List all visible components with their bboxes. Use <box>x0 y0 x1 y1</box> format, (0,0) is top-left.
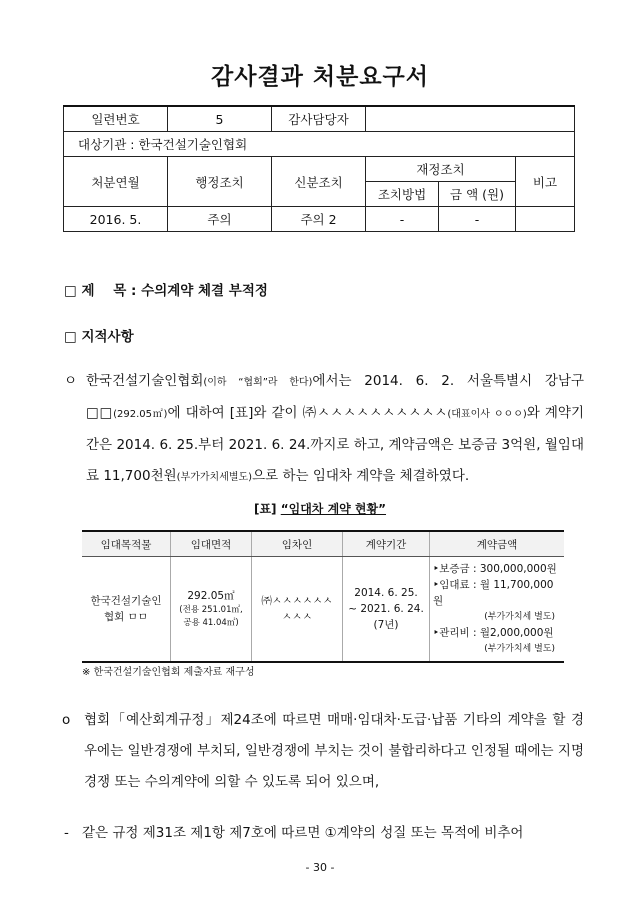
document-title: 감사결과 처분요구서 <box>211 64 429 90</box>
col-remark: 비고 <box>516 157 575 207</box>
serial-value: 5 <box>168 106 272 132</box>
period-line: 2014. 6. 25. <box>354 587 418 599</box>
checkbox-icon: □ <box>64 329 77 345</box>
col-admin: 행정조치 <box>168 157 272 207</box>
row-amount: - <box>439 207 516 232</box>
para1-text-3: 에 대하여 [표]와 같이 ㈜ㅅㅅㅅㅅㅅㅅㅅㅅㅅㅅ <box>167 405 448 421</box>
finding-paragraph-2 <box>62 705 584 798</box>
lease-header: 임대목적물 <box>82 531 171 557</box>
period-line: (7년) <box>373 619 399 631</box>
col-amount: 금 액 (원) <box>439 182 516 207</box>
para3-text: 같은 규정 제31조 제1항 제7호에 따르면 ①계약의 성질 또는 목적에 비추어 <box>82 825 524 841</box>
object-line: 협회 ㅁㅁ <box>104 611 148 623</box>
page-number: - 30 - <box>305 861 335 874</box>
disposition-info-table <box>63 105 575 232</box>
lessee-line: ㈜ㅅㅅㅅㅅㅅㅅ <box>261 595 333 607</box>
lease-period-cell <box>343 557 430 663</box>
para1-aside-2: (292.05㎡) <box>113 409 168 420</box>
amount-note: (부가가치세 별도) <box>484 644 555 654</box>
subject-label: 제 목 : <box>81 283 142 299</box>
auditor-label: 감사담당자 <box>272 106 366 132</box>
checkbox-icon: □ <box>64 283 77 299</box>
para1-aside-4: (부가가치세별도) <box>176 472 253 483</box>
col-finance: 재정조치 <box>366 157 516 182</box>
lease-contract-table <box>82 530 564 663</box>
row-remark <box>516 207 575 232</box>
table-caption-prefix: [표] <box>253 502 281 516</box>
bullet-icon: o <box>62 712 71 728</box>
row-admin: 주의 <box>168 207 272 232</box>
para1-text-1: 한국건설기술인협회 <box>86 373 204 389</box>
period-line: ~ 2021. 6. 24. <box>348 603 424 615</box>
dash-icon: - <box>64 825 69 841</box>
amount-deposit: ‣보증금 : 300,000,000원 <box>433 563 557 575</box>
area-main: 292.05㎡ <box>187 590 235 602</box>
table-caption-title: “임대차 계약 현황” <box>280 502 387 516</box>
bullet-icon: ㅇ <box>64 373 78 389</box>
col-personal: 신분조치 <box>272 157 366 207</box>
serial-label: 일련번호 <box>64 106 168 132</box>
para1-text-5: 으로 하는 임대차 계약을 체결하였다. <box>252 468 470 484</box>
amount-rent: ‣임대료 : 월 11,700,000원 <box>433 579 554 607</box>
row-personal: 주의 2 <box>272 207 366 232</box>
target-label: 대상기관 : <box>78 137 135 152</box>
lessee-line: ㅅㅅㅅ <box>281 611 313 623</box>
para2-text: 협회「예산회계규정」제24조에 따르면 매매·임대차·도급·납품 기타의 계약을 할 경우에는 일반경쟁에 부치되, 일반경쟁에 부치는 것이 불합리하다고 인정될 때에는 지명경쟁 또는 수의계약에 의할 수 있도록 되어 있으며, <box>84 712 584 790</box>
subject-text: 수의계약 체결 부적정 <box>141 283 268 299</box>
para1-text-4: 와 계약기간은 2014. 6. 25.부터 2021. 6. 24.까지로 하고, 계약금액은 보증금 3억원, 월임대료 11,700천원 <box>86 405 584 484</box>
col-method: 조치방법 <box>366 182 439 207</box>
lease-header: 계약기간 <box>343 531 430 557</box>
col-date: 처분연월 <box>64 157 168 207</box>
para1-text-2: 에서는 2014. 6. 2. 서울특별시 강남구 □□ <box>86 373 584 421</box>
object-line: 한국건설기술인 <box>90 595 162 607</box>
subject-heading <box>64 279 268 299</box>
area-sub: 공용 41.04㎡) <box>183 618 239 628</box>
target-value: 한국건설기술인협회 <box>138 137 248 152</box>
findings-heading <box>64 325 134 345</box>
row-date: 2016. 5. <box>64 207 168 232</box>
finding-paragraph-1 <box>64 366 584 493</box>
lease-amount-cell <box>430 557 565 663</box>
findings-label: 지적사항 <box>81 329 134 345</box>
table-caption <box>0 500 640 517</box>
row-method: - <box>366 207 439 232</box>
auditor-value <box>366 106 575 132</box>
amount-mgmt: ‣관리비 : 월2,000,000원 <box>433 627 554 639</box>
lease-lessee-cell <box>252 557 343 663</box>
source-note: ※ 한국건설기술인협회 제출자료 재구성 <box>82 667 255 678</box>
para1-aside-1: (이하 “협회”라 한다) <box>203 377 313 388</box>
lease-header: 임대면적 <box>171 531 252 557</box>
finding-paragraph-3 <box>64 818 584 849</box>
amount-note: (부가가치세 별도) <box>484 612 555 622</box>
lease-header: 임차인 <box>252 531 343 557</box>
target-agency-cell <box>64 132 575 157</box>
lease-object-cell <box>82 557 171 663</box>
lease-area-cell <box>171 557 252 663</box>
para1-aside-3: (대표이사 ㅇㅇㅇ) <box>447 409 527 420</box>
area-sub: (전용 251.01㎡, <box>179 605 243 615</box>
lease-header: 계약금액 <box>430 531 565 557</box>
